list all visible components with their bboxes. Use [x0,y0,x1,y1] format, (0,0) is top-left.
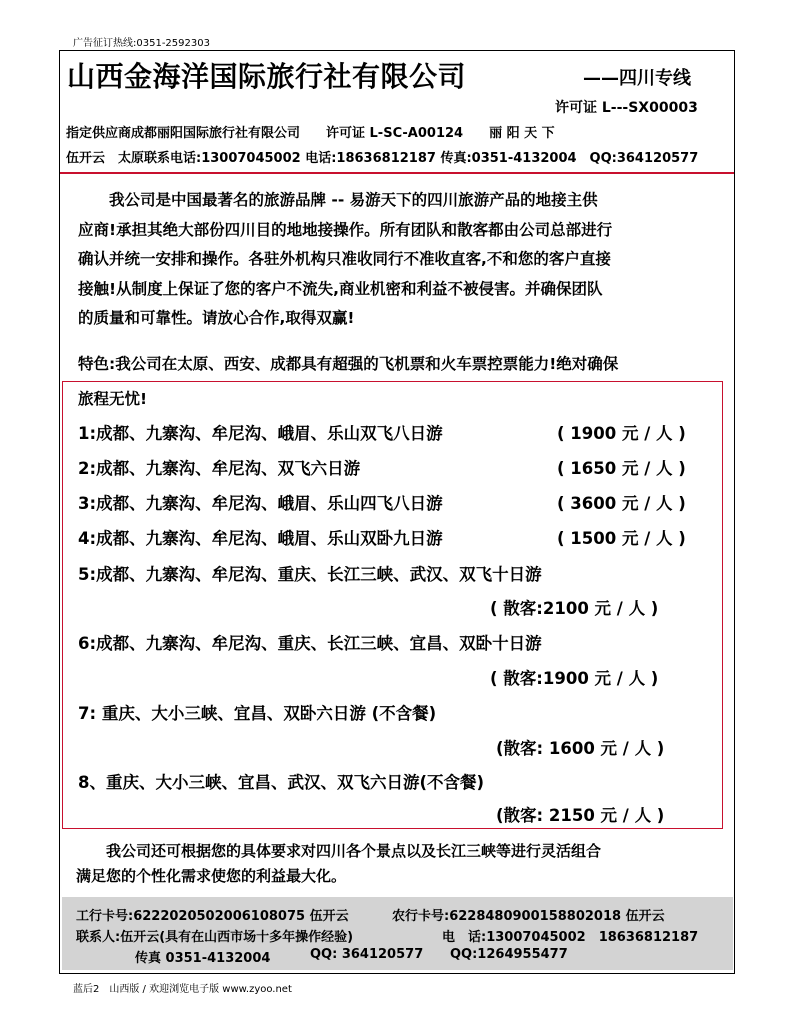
route-5-price: ( 散客:2100 元 / 人 ) [490,599,659,618]
closing-line: 满足您的个性化需求使您的利益最大化。 [76,867,347,885]
route-8-price: (散客: 2150 元 / 人 ) [496,806,665,825]
contact-person: 联系人:伍开云(具有在山西市场十多年操作经验) [76,930,354,945]
intro-line: 确认并统一安排和操作。各驻外机构只准收同行不准收直客,不和您的客户直接 [78,250,611,268]
route-3-name: 3:成都、九寨沟、牟尼沟、峨眉、乐山四飞八日游 [78,494,443,513]
route-1-price: ( 1900 元 / 人 ) [557,424,686,443]
bank-info-panel [62,897,733,970]
feature-line: 旅程无忧! [78,390,148,408]
route-4-price: ( 1500 元 / 人 ) [557,529,686,548]
route-6-name: 6:成都、九寨沟、牟尼沟、重庆、长江三峡、宜昌、双卧十日游 [78,634,542,653]
route-7-name: 7: 重庆、大小三峡、宜昌、双卧六日游 (不含餐) [78,704,437,723]
intro-line: 的质量和可靠性。请放心合作,取得双赢! [78,309,355,327]
intro-line: 接触!从制度上保证了您的客户不流失,商业机密和利益不被侵害。并确保团队 [78,279,603,298]
red-divider [60,172,734,174]
route-4-name: 4:成都、九寨沟、牟尼沟、峨眉、乐山双卧九日游 [78,529,443,548]
route-5-name: 5:成都、九寨沟、牟尼沟、重庆、长江三峡、武汉、双飞十日游 [78,565,542,584]
intro-paragraph [78,186,718,334]
ad-hotline: 广告征订热线:0351-2592303 [73,38,210,49]
license-number: 许可证 L---SX00003 [555,100,698,116]
route-2-price: ( 1650 元 / 人 ) [557,459,686,478]
route-6-price: ( 散客:1900 元 / 人 ) [490,669,659,688]
abc-account: 农行卡号:6228480900158802018 伍开云 [392,909,665,924]
route-2-name: 2:成都、九寨沟、牟尼沟、双飞六日游 [78,459,361,478]
qq-number-1: QQ: 364120577 [310,947,424,962]
title-subtitle: ——四川专线 [583,68,691,89]
feature-line: 特色:我公司在太原、西安、成都具有超强的飞机票和火车票控票能力!绝对确保 [78,355,619,373]
icbc-account: 工行卡号:6222020502006108075 伍开云 [76,909,349,924]
qq-number-2: QQ:1264955477 [450,947,568,962]
route-8-name: 8、重庆、大小三峡、宜昌、武汉、双飞六日游(不含餐) [78,773,485,792]
supplier-line: 指定供应商成都丽阳国际旅行社有限公司 许可证 L-SC-A00124 丽 阳 天 下 [66,126,555,141]
closing-line: 我公司还可根据您的具体要求对四川各个景点以及长江三峡等进行灵活组合 [76,842,602,860]
intro-line: 我公司是中国最著名的旅游品牌 -- 易游天下的四川旅游产品的地接主供 [78,191,598,209]
route-3-price: ( 3600 元 / 人 ) [557,494,686,513]
company-title: 山西金海洋国际旅行社有限公司 [67,60,467,93]
intro-line: 应商!承担其绝大部份四川目的地地接操作。所有团队和散客都由公司总部进行 [78,220,613,239]
route-7-price: (散客: 1600 元 / 人 ) [496,739,665,758]
phone-numbers: 电 话:13007045002 18636812187 [442,930,699,945]
page-footer: 蓝后2 山西版 / 欢迎浏览电子版 www.zyoo.net [73,984,292,995]
route-1-name: 1:成都、九寨沟、牟尼沟、峨眉、乐山双飞八日游 [78,424,443,443]
fax-number: 传真 0351-4132004 [135,951,271,966]
closing-paragraph [76,839,726,889]
contact-line: 伍开云 太原联系电话:13007045002 电话:18636812187 传真:0351-4132004 QQ:364120577 [66,151,699,166]
